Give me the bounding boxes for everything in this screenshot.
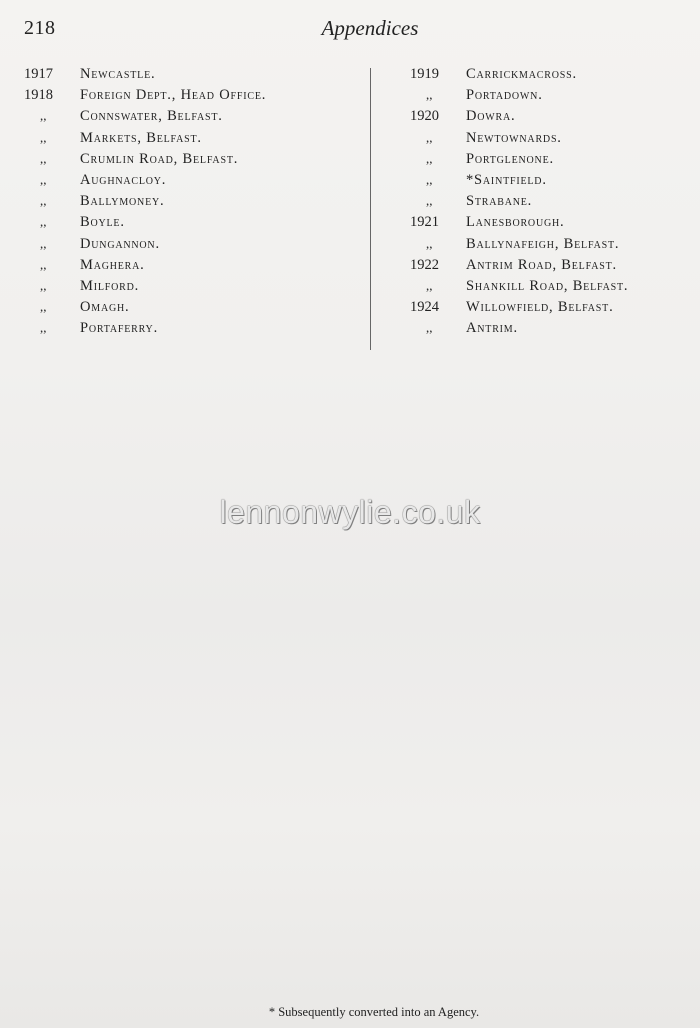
entry-place: Portadown. — [466, 87, 543, 104]
entry-year: 1924 — [410, 299, 439, 316]
list-item — [24, 299, 266, 320]
list-item — [24, 278, 266, 299]
list-item — [410, 214, 628, 235]
entry-place: Boyle. — [80, 214, 125, 231]
entry-place: Antrim Road, Belfast. — [466, 256, 617, 273]
entry-place: Omagh. — [80, 299, 130, 316]
entry-place: Newcastle. — [80, 66, 156, 82]
entry-year: ,, — [426, 129, 433, 145]
left-column — [24, 66, 266, 341]
list-item — [410, 299, 628, 320]
entry-year: ,, — [426, 235, 433, 251]
list-item — [410, 108, 628, 129]
entry-year: ,, — [40, 320, 47, 336]
list-item — [24, 172, 266, 193]
footnote: * Subsequently converted into an Agency. — [268, 1005, 480, 1019]
entry-year: ,, — [40, 171, 47, 187]
entry-year: ,, — [40, 277, 47, 293]
list-item — [24, 151, 266, 172]
list-item — [410, 278, 628, 299]
entry-place: Maghera. — [80, 256, 145, 273]
list-item — [24, 108, 266, 129]
entry-place: Ballynafeigh, Belfast. — [466, 235, 620, 252]
entry-year: 1920 — [410, 108, 439, 125]
list-item — [410, 151, 628, 172]
entry-place: Lanesborough. — [466, 214, 565, 231]
list-item — [24, 320, 266, 341]
entry-year: ,, — [426, 171, 433, 187]
entry-place: Dungannon. — [80, 235, 160, 252]
entry-year: 1921 — [410, 214, 439, 231]
list-item — [410, 87, 628, 108]
entry-year: ,, — [40, 299, 47, 315]
entry-place: Ballymoney. — [80, 193, 165, 210]
list-item — [410, 130, 628, 151]
entry-year: ,, — [40, 150, 47, 166]
entry-place: Connswater, Belfast. — [80, 108, 223, 125]
entry-year: 1918 — [24, 87, 53, 104]
entry-year: ,, — [40, 108, 47, 124]
entry-place: Shankill Road, Belfast. — [466, 277, 629, 294]
entry-year: ,, — [426, 193, 433, 209]
list-item — [24, 87, 266, 108]
entry-place: Markets, Belfast. — [80, 129, 202, 146]
entry-place: Crumlin Road, Belfast. — [80, 150, 239, 167]
entry-place: Aughnacloy. — [80, 171, 167, 188]
watermark: lennonwylie.co.uk — [219, 494, 481, 530]
entry-year: ,, — [426, 320, 433, 336]
entry-place: Milford. — [80, 277, 140, 294]
column-divider — [370, 68, 371, 350]
entry-place: Willowfield, Belfast. — [466, 299, 614, 316]
entry-place: Antrim. — [466, 320, 518, 337]
entry-year: ,, — [426, 150, 433, 166]
right-column — [410, 66, 628, 341]
list-item — [410, 320, 628, 341]
entry-year: ,, — [40, 214, 47, 230]
list-item — [24, 193, 266, 214]
entry-year: 1922 — [410, 256, 439, 273]
entry-year: ,, — [426, 277, 433, 293]
list-item — [24, 236, 266, 257]
list-item — [24, 257, 266, 278]
entry-year: ,, — [426, 87, 433, 103]
entry-year: ,, — [40, 193, 47, 209]
entry-year: 1917 — [24, 66, 53, 82]
entry-year: ,, — [40, 235, 47, 251]
list-item — [410, 257, 628, 278]
list-item — [24, 130, 266, 151]
list-item — [410, 172, 628, 193]
list-item — [410, 236, 628, 257]
list-item — [24, 214, 266, 235]
running-head: Appendices — [321, 16, 419, 40]
entry-place: Foreign Dept., Head Office. — [80, 87, 267, 104]
entry-place: Newtownards. — [466, 129, 562, 146]
list-item — [24, 66, 266, 87]
list-item — [410, 66, 628, 87]
entry-place: Portglenone. — [466, 150, 554, 167]
entry-place: Strabane. — [466, 193, 533, 210]
page-number: 218 — [24, 17, 56, 39]
entry-place: Carrickmacross. — [466, 66, 577, 82]
entry-year: 1919 — [410, 66, 439, 82]
entry-place: Dowra. — [466, 108, 516, 125]
entry-place: Portaferry. — [80, 320, 158, 337]
entry-year: ,, — [40, 129, 47, 145]
entry-place: *Saintfield. — [466, 171, 547, 188]
entry-year: ,, — [40, 256, 47, 272]
list-item — [410, 193, 628, 214]
